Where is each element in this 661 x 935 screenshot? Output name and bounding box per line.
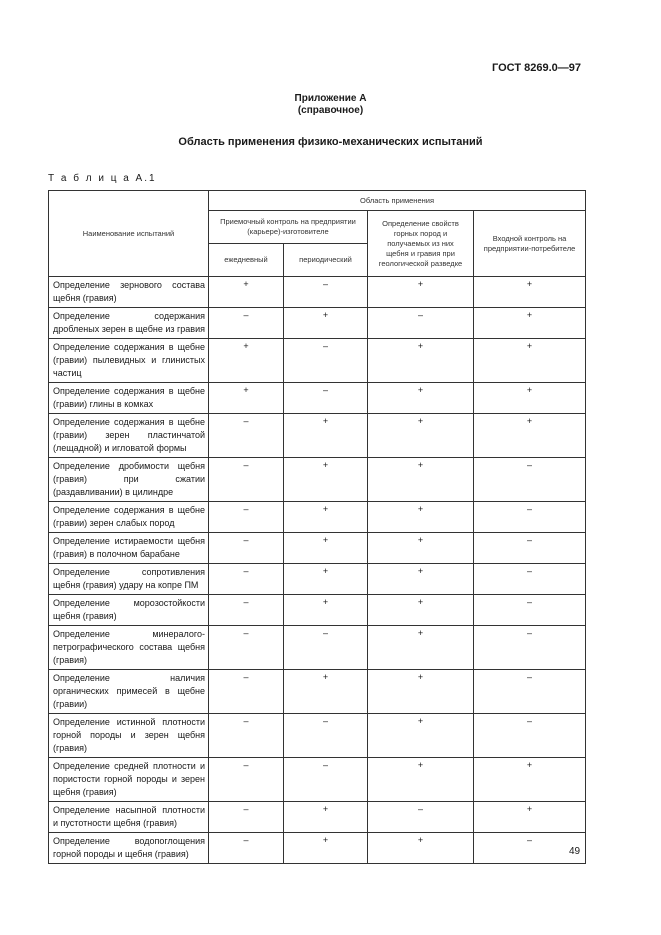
input-control-cell: –: [474, 458, 586, 502]
geological-cell: +: [368, 626, 474, 670]
table-body: [49, 277, 586, 864]
periodic-cell: +: [284, 502, 368, 533]
input-control-cell: –: [474, 564, 586, 595]
geological-cell: +: [368, 533, 474, 564]
input-control-cell: –: [474, 595, 586, 626]
daily-cell: –: [209, 626, 284, 670]
periodic-cell: +: [284, 533, 368, 564]
header-daily: ежедневный: [209, 244, 284, 277]
header-acceptance-control: Приемочный контроль на предприятии (карьере)-изготовителе: [209, 211, 368, 244]
geological-cell: –: [368, 802, 474, 833]
test-name-cell: Определение истираемости щебня (гравия) в полочном барабане: [49, 533, 209, 564]
test-name-cell: Определение средней плотности и пористости горной породы и зерен щебня (гравия): [49, 758, 209, 802]
geological-cell: +: [368, 758, 474, 802]
input-control-cell: –: [474, 670, 586, 714]
geological-cell: +: [368, 502, 474, 533]
table-row: [49, 277, 586, 308]
header-test-name: Наименование испытаний: [49, 191, 209, 277]
periodic-cell: +: [284, 308, 368, 339]
table-row: [49, 383, 586, 414]
geological-cell: +: [368, 670, 474, 714]
daily-cell: –: [209, 458, 284, 502]
table-row: [49, 758, 586, 802]
periodic-cell: +: [284, 458, 368, 502]
geological-cell: +: [368, 714, 474, 758]
test-name-cell: Определение зернового состава щебня (гравия): [49, 277, 209, 308]
daily-cell: –: [209, 564, 284, 595]
test-name-cell: Определение содержания в щебне (гравии) пылевидных и глинистых частиц: [49, 339, 209, 383]
test-name-cell: Определение насыпной плотности и пустотности щебня (гравия): [49, 802, 209, 833]
periodic-cell: –: [284, 626, 368, 670]
table-row: [49, 802, 586, 833]
daily-cell: +: [209, 277, 284, 308]
header-periodic: периодический: [284, 244, 368, 277]
input-control-cell: –: [474, 626, 586, 670]
test-name-cell: Определение сопротивления щебня (гравия) удару на копре ПМ: [49, 564, 209, 595]
input-control-cell: +: [474, 383, 586, 414]
daily-cell: –: [209, 714, 284, 758]
geological-cell: +: [368, 277, 474, 308]
geological-cell: +: [368, 833, 474, 864]
periodic-cell: –: [284, 339, 368, 383]
input-control-cell: +: [474, 308, 586, 339]
input-control-cell: +: [474, 277, 586, 308]
daily-cell: –: [209, 502, 284, 533]
geological-cell: +: [368, 339, 474, 383]
document-standard-code: ГОСТ 8269.0—97: [492, 62, 581, 74]
table-label: Т а б л и ц а А.1: [48, 173, 157, 184]
input-control-cell: –: [474, 714, 586, 758]
daily-cell: +: [209, 339, 284, 383]
daily-cell: –: [209, 308, 284, 339]
input-control-cell: –: [474, 502, 586, 533]
table-row: [49, 670, 586, 714]
header-geological-properties: Определение свойств горных пород и получаемых из них щебня и гравия при геологической разведке: [368, 211, 474, 277]
test-name-cell: Определение морозостойкости щебня (гравия): [49, 595, 209, 626]
test-name-cell: Определение содержания в щебне (гравии) глины в комках: [49, 383, 209, 414]
header-scope: Область применения: [209, 191, 586, 211]
test-name-cell: Определение содержания дробленых зерен в щебне из гравия: [49, 308, 209, 339]
test-name-cell: Определение водопоглощения горной породы и щебня (гравия): [49, 833, 209, 864]
table-row: [49, 308, 586, 339]
test-name-cell: Определение содержания в щебне (гравии) зерен пластинчатой (лещадной) и игловатой формы: [49, 414, 209, 458]
table-row: [49, 502, 586, 533]
input-control-cell: –: [474, 833, 586, 864]
daily-cell: –: [209, 833, 284, 864]
geological-cell: +: [368, 383, 474, 414]
daily-cell: –: [209, 595, 284, 626]
scope-table: [48, 190, 586, 864]
table-row: [49, 833, 586, 864]
geological-cell: +: [368, 458, 474, 502]
geological-cell: +: [368, 564, 474, 595]
appendix-title: Приложение А: [294, 93, 367, 104]
periodic-cell: –: [284, 758, 368, 802]
geological-cell: +: [368, 595, 474, 626]
page-number: 49: [569, 846, 581, 857]
periodic-cell: +: [284, 564, 368, 595]
periodic-cell: +: [284, 670, 368, 714]
test-name-cell: Определение истинной плотности горной породы и зерен щебня (гравия): [49, 714, 209, 758]
daily-cell: –: [209, 670, 284, 714]
daily-cell: +: [209, 383, 284, 414]
daily-cell: –: [209, 758, 284, 802]
periodic-cell: –: [284, 277, 368, 308]
input-control-cell: +: [474, 414, 586, 458]
test-name-cell: Определение содержания в щебне (гравии) зерен слабых пород: [49, 502, 209, 533]
test-name-cell: Определение дробимости щебня (гравия) при сжатии (раздавливании) в цилиндре: [49, 458, 209, 502]
table-row: [49, 533, 586, 564]
appendix-subtitle: (справочное): [297, 105, 364, 116]
section-title: Область применения физико-механических испытаний: [178, 136, 483, 148]
periodic-cell: –: [284, 714, 368, 758]
input-control-cell: –: [474, 533, 586, 564]
geological-cell: +: [368, 414, 474, 458]
header-input-control: Входной контроль на предприятии-потребителе: [474, 211, 586, 277]
input-control-cell: +: [474, 758, 586, 802]
geological-cell: –: [368, 308, 474, 339]
input-control-cell: +: [474, 339, 586, 383]
test-name-cell: Определение минералого-петрографического состава щебня (гравия): [49, 626, 209, 670]
test-name-cell: Определение наличия органических примесей в щебне (гравии): [49, 670, 209, 714]
table-row: [49, 414, 586, 458]
periodic-cell: +: [284, 595, 368, 626]
table-row: [49, 714, 586, 758]
table-row: [49, 595, 586, 626]
periodic-cell: +: [284, 414, 368, 458]
daily-cell: –: [209, 414, 284, 458]
periodic-cell: +: [284, 833, 368, 864]
table-row: [49, 339, 586, 383]
periodic-cell: –: [284, 383, 368, 414]
table-row: [49, 458, 586, 502]
daily-cell: –: [209, 802, 284, 833]
table-row: [49, 626, 586, 670]
table-row: [49, 564, 586, 595]
input-control-cell: +: [474, 802, 586, 833]
daily-cell: –: [209, 533, 284, 564]
periodic-cell: +: [284, 802, 368, 833]
